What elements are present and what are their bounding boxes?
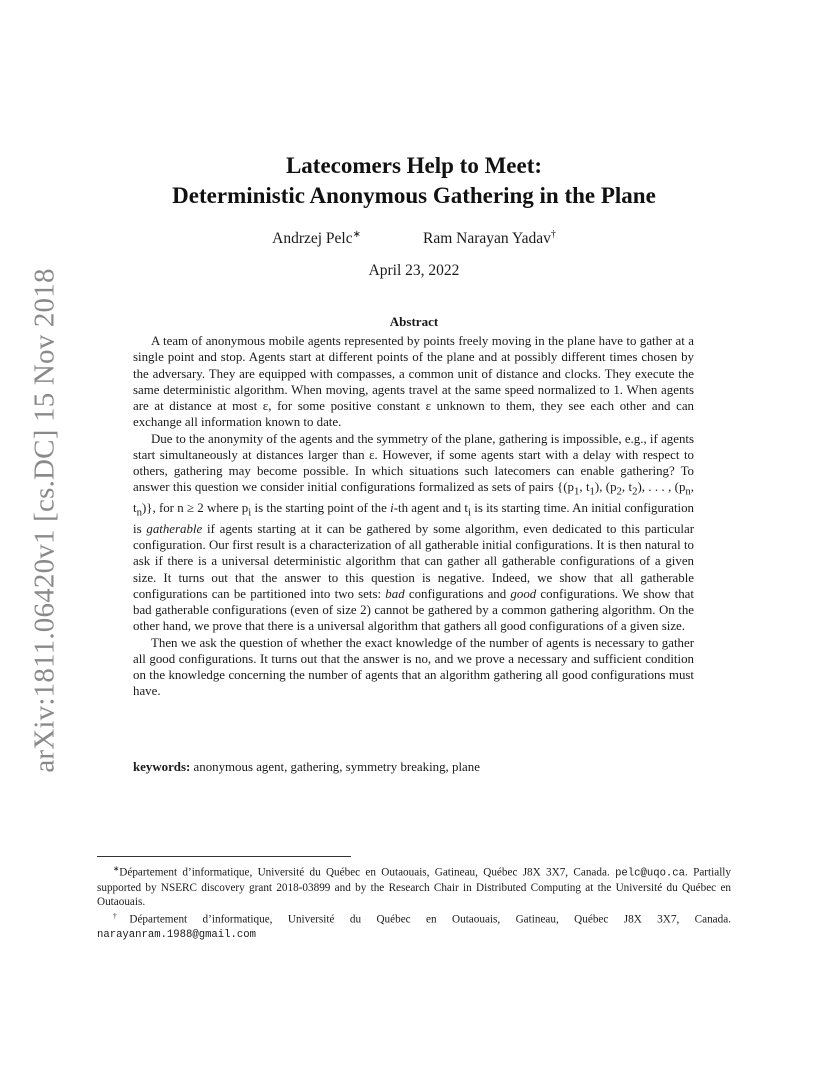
footnotes xyxy=(97,862,731,943)
gatherable-term: gatherable xyxy=(146,521,203,536)
author-1 xyxy=(272,229,361,248)
keywords-line xyxy=(133,760,694,775)
paper-title xyxy=(0,151,828,211)
keywords-list: anonymous agent, gathering, symmetry breaking, plane xyxy=(193,760,480,774)
email-link-1[interactable]: pelc@uqo.ca xyxy=(615,867,685,880)
author-list xyxy=(0,229,828,248)
title-line-2: Deterministic Anonymous Gathering in the Plane xyxy=(172,183,656,208)
bad-term: bad xyxy=(385,586,405,601)
arxiv-identifier-text: arXiv:1811.06420v1 [cs.DC] 15 Nov 2018 xyxy=(28,268,61,773)
author-2-name: Ram Narayan Yadav xyxy=(423,230,551,248)
email-link-2[interactable]: narayanram.1988@gmail.com xyxy=(97,929,256,942)
author-2 xyxy=(423,229,556,248)
good-term: good xyxy=(510,586,537,601)
abstract-paragraph-1: A team of anonymous mobile agents represented by points freely moving in the plane have to gather at a single point and stop. Agents start at different points of the plane and at possibly different times chosen by the adversary. They are equipped with compasses, a common unit of distance and clocks. They execute the same deterministic algorithm. When moving, agents travel at the same speed normalized to 1. When agents are at distance at most ε, for some positive constant ε unknown to them, they see each other and can exchange all information known to date. xyxy=(133,334,694,430)
keywords-label: keywords: xyxy=(133,760,191,774)
abstract-body xyxy=(133,333,694,700)
author-1-mark: ∗ xyxy=(352,229,361,240)
footnote-1: ∗Département d’informatique, Université du Québec en Outaouais, Gatineau, Québec J8X 3X7, Canada. pelc@uqo.ca. Partially supported by NSERC discovery grant 2018-03899 and by the Research Chair in Distributed Computing at the Université du Québec en Outaouais. xyxy=(97,864,732,908)
author-2-mark: † xyxy=(550,229,556,240)
abstract-heading: Abstract xyxy=(389,314,439,329)
arxiv-side-identifier xyxy=(27,268,63,773)
abstract-paragraph-2: Due to the anonymity of the agents and the symmetry of the plane, gathering is impossible, e.g., if agents start simultaneously at distances larger than ε. However, if some agents start with a delay with respect to others, gathering may become possible. In which situations such latecomers can enable gathering? To answer this question we consider initial configurations formalized as sets of pairs {($p_1$, $t_1$), ($p_2$, $t_2$), . . . , ($p_n$, $t_n$)}, for n ≥ 2 where $p_i$ is the starting point of the i-th agent and $t_i$ is its starting time. An initial configuration is gatherable if agents starting at it can be gathered by some algorithm, even dedicated to this particular configuration. Our first result is a characterization of all gatherable initial configurations. It is then natural to ask if there is a universal deterministic algorithm that can gather all gatherable configurations of a given size. It turns out that the answer to this question is negative. Indeed, we show that all gatherable configurations can be partitioned into two sets: bad configurations and good configurations. We show that bad gatherable configurations (even of size 2) cannot be gathered by a common gathering algorithm. On the other hand, we prove that there is a universal algorithm that gathers all good configurations of a given size. xyxy=(133,431,694,634)
footnote-rule xyxy=(97,856,351,857)
abstract-paragraph-3: Then we ask the question of whether the exact knowledge of the number of agents is necessary to gather all good configurations. It turns out that the answer is no, and we prove a necessary and sufficient condition on the knowledge concerning the number of agents that an algorithm gathering all good configurations must have. xyxy=(133,635,694,699)
footnote-2: †Département d’informatique, Université du Québec en Outaouais, Gatineau, Québec J8X 3X7, Canada. narayanram.1988@gmail.com xyxy=(97,911,732,942)
author-1-name: Andrzej Pelc xyxy=(272,230,353,248)
paper-date: April 23, 2022 xyxy=(368,262,460,279)
title-line-1: Latecomers Help to Meet: xyxy=(285,153,543,178)
